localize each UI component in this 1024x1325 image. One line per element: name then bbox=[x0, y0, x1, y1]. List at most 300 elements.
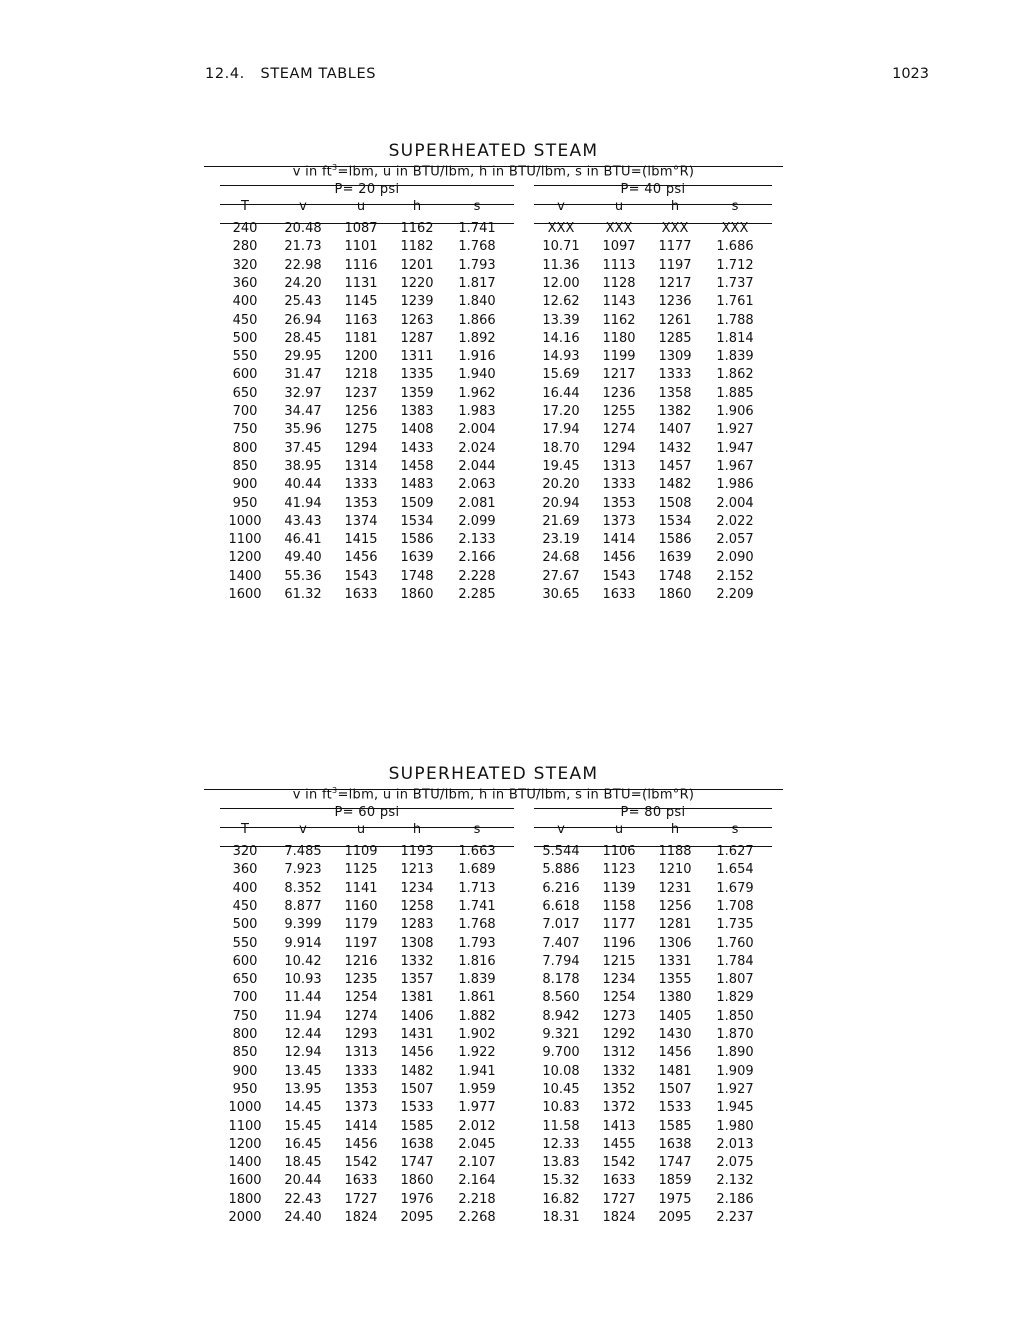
table-cell: 1374 bbox=[344, 513, 378, 529]
table-cell: 1274 bbox=[602, 422, 636, 438]
table-cell: 1457 bbox=[658, 458, 692, 474]
table-cell: 1824 bbox=[344, 1210, 378, 1225]
table-cell: 1543 bbox=[602, 568, 636, 584]
table-cell: 1143 bbox=[602, 294, 636, 310]
table-cell: 1000 bbox=[228, 513, 262, 529]
table-cell: 1.679 bbox=[716, 880, 754, 896]
table-cell: 1.945 bbox=[716, 1100, 754, 1116]
table-cell: 1.663 bbox=[458, 844, 496, 859]
table-cell: 1274 bbox=[344, 1008, 378, 1024]
table-cell: 1.817 bbox=[458, 275, 496, 291]
table-cell: 37.45 bbox=[284, 440, 322, 456]
table-cell: 1976 bbox=[400, 1191, 434, 1207]
table-cell: 29.95 bbox=[284, 349, 322, 365]
table-cell: 2.107 bbox=[458, 1155, 496, 1171]
table-cell: 2.285 bbox=[458, 587, 496, 602]
table-cell: 900 bbox=[232, 477, 258, 493]
table-cell: 1586 bbox=[400, 532, 434, 548]
table-cell: 1197 bbox=[344, 935, 378, 951]
table-cell: 1507 bbox=[400, 1081, 434, 1097]
table-cell: 1313 bbox=[344, 1045, 378, 1061]
table-cell: 9.700 bbox=[542, 1045, 580, 1061]
table-cell: 1638 bbox=[658, 1136, 692, 1152]
table-cell: 1824 bbox=[602, 1210, 636, 1225]
table-cell: 1353 bbox=[344, 495, 378, 511]
table-cell: 1748 bbox=[658, 568, 692, 584]
table-cell: 1123 bbox=[602, 862, 636, 878]
table-cell: 1860 bbox=[400, 587, 434, 602]
table-cell: 850 bbox=[232, 458, 258, 474]
table-cell: 1.870 bbox=[716, 1027, 754, 1042]
table-cell: 1542 bbox=[344, 1155, 378, 1171]
table-cell: 1483 bbox=[400, 477, 434, 493]
table-cell: 2.133 bbox=[458, 532, 496, 548]
table-cell: 1331 bbox=[658, 953, 692, 969]
table-cell: 1258 bbox=[400, 898, 434, 914]
table-cell: 10.45 bbox=[542, 1081, 580, 1097]
table-cell: 1087 bbox=[344, 221, 378, 236]
table-cell: 1.861 bbox=[458, 990, 496, 1006]
table-cell: 1638 bbox=[400, 1136, 434, 1152]
table-cell: 1430 bbox=[658, 1027, 692, 1042]
page-number: 1023 bbox=[892, 66, 929, 82]
table-cell: 1727 bbox=[602, 1191, 636, 1207]
table-cell: 23.19 bbox=[542, 532, 580, 548]
table-title: SUPERHEATED STEAM bbox=[388, 141, 599, 161]
table-cell: 17.20 bbox=[542, 404, 580, 419]
table-cell: 1.793 bbox=[458, 935, 496, 951]
table-cell: 46.41 bbox=[284, 532, 322, 548]
table-cell: 1210 bbox=[658, 862, 692, 878]
table-cell: 16.45 bbox=[284, 1136, 322, 1152]
table-title: SUPERHEATED STEAM bbox=[388, 764, 599, 784]
table-cell: 1281 bbox=[658, 917, 692, 933]
table-cell: 24.20 bbox=[284, 275, 322, 291]
units-suffix: =lbm, u in BTU/lbm, h in BTU/lbm, s in BTU=(lbm°R) bbox=[337, 787, 695, 803]
table-cell: 1359 bbox=[400, 385, 434, 401]
table-cell: 1256 bbox=[658, 898, 692, 914]
table-cell: 1.909 bbox=[716, 1063, 754, 1079]
table-cell: 1.735 bbox=[716, 917, 754, 933]
table-cell: 1380 bbox=[658, 990, 692, 1006]
units-suffix: =lbm, u in BTU/lbm, h in BTU/lbm, s in BTU=(lbm°R) bbox=[337, 164, 695, 180]
table-cell: 1.784 bbox=[716, 953, 754, 969]
column-header: s bbox=[731, 199, 739, 214]
table-cell: 19.45 bbox=[542, 458, 580, 474]
table-cell: 7.923 bbox=[284, 862, 322, 878]
table-cell: 1306 bbox=[658, 935, 692, 951]
table-cell: 15.32 bbox=[542, 1173, 580, 1189]
table-cell: 1633 bbox=[344, 1173, 378, 1189]
table-cell: 7.407 bbox=[542, 935, 580, 951]
table-cell: 1383 bbox=[400, 404, 434, 419]
table-cell: 1220 bbox=[400, 275, 434, 291]
table-cell: 1287 bbox=[400, 330, 434, 346]
table-cell: 1373 bbox=[344, 1100, 378, 1116]
table-cell: 1747 bbox=[658, 1155, 692, 1171]
table-cell: 10.71 bbox=[542, 239, 580, 255]
table-cell: 1400 bbox=[228, 1155, 262, 1171]
table-cell: 1182 bbox=[400, 239, 434, 255]
table-cell: 1482 bbox=[658, 477, 692, 493]
table-rule bbox=[204, 166, 783, 167]
table-cell: 1458 bbox=[400, 458, 434, 474]
table-cell: 1.890 bbox=[716, 1045, 754, 1061]
table-cell: 650 bbox=[232, 972, 258, 988]
table-cell: 1188 bbox=[658, 844, 692, 859]
table-cell: 1131 bbox=[344, 275, 378, 291]
table-cell: 1.712 bbox=[716, 257, 754, 273]
table-cell: 1.866 bbox=[458, 312, 496, 328]
table-cell: 1215 bbox=[602, 953, 636, 969]
table-cell: 1213 bbox=[400, 862, 434, 878]
table-cell: 13.95 bbox=[284, 1081, 322, 1097]
table-cell: 30.65 bbox=[542, 587, 580, 602]
table-cell: 1239 bbox=[400, 294, 434, 310]
table-cell: 1101 bbox=[344, 239, 378, 255]
table-cell: 1639 bbox=[400, 550, 434, 566]
table-cell: 22.98 bbox=[284, 257, 322, 273]
table-cell: 1217 bbox=[658, 275, 692, 291]
table-cell: 2.075 bbox=[716, 1155, 754, 1171]
table-cell: 1542 bbox=[602, 1155, 636, 1171]
table-cell: 18.31 bbox=[542, 1210, 580, 1225]
table-cell: 35.96 bbox=[284, 422, 322, 438]
table-cell: 8.560 bbox=[542, 990, 580, 1006]
table-cell: 1534 bbox=[658, 513, 692, 529]
table-cell: 1236 bbox=[602, 385, 636, 401]
table-cell: 1482 bbox=[400, 1063, 434, 1079]
table-cell: 1.927 bbox=[716, 422, 754, 438]
table-cell: 1585 bbox=[400, 1118, 434, 1134]
table-cell: 1.816 bbox=[458, 953, 496, 969]
column-header: h bbox=[670, 822, 680, 837]
table-cell: 1.941 bbox=[458, 1063, 496, 1079]
table-cell: 1162 bbox=[602, 312, 636, 328]
column-header: h bbox=[670, 199, 680, 214]
table-cell: 650 bbox=[232, 385, 258, 401]
table-cell: 1197 bbox=[658, 257, 692, 273]
table-cell: 1.940 bbox=[458, 367, 496, 383]
table-cell: 9.399 bbox=[284, 917, 322, 933]
table-cell: 1201 bbox=[400, 257, 434, 273]
table-cell: 1382 bbox=[658, 404, 692, 419]
table-cell: 1.850 bbox=[716, 1008, 754, 1024]
table-cell: 1263 bbox=[400, 312, 434, 328]
table-cell: 1273 bbox=[602, 1008, 636, 1024]
column-header: h bbox=[412, 822, 422, 837]
table-cell: 1116 bbox=[344, 257, 378, 273]
table-cell: 12.62 bbox=[542, 294, 580, 310]
table-cell: 1.967 bbox=[716, 458, 754, 474]
table-cell: 27.67 bbox=[542, 568, 580, 584]
table-cell: 1860 bbox=[658, 587, 692, 602]
table-cell: 1456 bbox=[602, 550, 636, 566]
table-cell: 40.44 bbox=[284, 477, 322, 493]
table-cell: 1177 bbox=[658, 239, 692, 255]
table-cell: 850 bbox=[232, 1045, 258, 1061]
table-cell: 10.93 bbox=[284, 972, 322, 988]
table-cell: 1975 bbox=[658, 1191, 692, 1207]
table-cell: 800 bbox=[232, 440, 258, 456]
table-cell: 1158 bbox=[602, 898, 636, 914]
table-cell: 6.618 bbox=[542, 898, 580, 914]
table-cell: 1.839 bbox=[458, 972, 496, 988]
table-cell: 1.627 bbox=[716, 844, 754, 859]
table-cell: 1254 bbox=[602, 990, 636, 1006]
table-cell: 1293 bbox=[344, 1027, 378, 1042]
table-cell: 1333 bbox=[344, 477, 378, 493]
table-cell: 2.132 bbox=[716, 1173, 754, 1189]
table-cell: 1.916 bbox=[458, 349, 496, 365]
table-cell: 61.32 bbox=[284, 587, 322, 602]
table-cell: 450 bbox=[232, 312, 258, 328]
table-cell: 1.962 bbox=[458, 385, 496, 401]
column-header: u bbox=[356, 822, 366, 837]
table-cell: 1308 bbox=[400, 935, 434, 951]
table-cell: 1639 bbox=[658, 550, 692, 566]
table-cell: 1125 bbox=[344, 862, 378, 878]
units-prefix: v in ft bbox=[292, 164, 333, 180]
table-rule bbox=[534, 185, 772, 186]
table-cell: 1.927 bbox=[716, 1081, 754, 1097]
table-cell: 1113 bbox=[602, 257, 636, 273]
column-header: s bbox=[473, 822, 481, 837]
table-cell: 320 bbox=[232, 844, 258, 859]
table-cell: 1509 bbox=[400, 495, 434, 511]
table-cell: 1255 bbox=[602, 404, 636, 419]
table-cell: 24.40 bbox=[284, 1210, 322, 1225]
table-cell: 25.43 bbox=[284, 294, 322, 310]
table-cell: 41.94 bbox=[284, 495, 322, 511]
table-cell: 500 bbox=[232, 330, 258, 346]
running-head bbox=[205, 66, 929, 86]
table-cell: 700 bbox=[232, 404, 258, 419]
steam-table-1 bbox=[204, 141, 783, 602]
table-cell: 2.012 bbox=[458, 1118, 496, 1134]
table-cell: 1727 bbox=[344, 1191, 378, 1207]
table-cell: 1196 bbox=[602, 935, 636, 951]
table-cell: 1162 bbox=[400, 221, 434, 236]
column-header: u bbox=[356, 199, 366, 214]
column-header: s bbox=[731, 822, 739, 837]
table-cell: 450 bbox=[232, 898, 258, 914]
table-cell: 2.218 bbox=[458, 1191, 496, 1207]
table-rule bbox=[220, 808, 514, 809]
table-cell: 1353 bbox=[344, 1081, 378, 1097]
table-cell: 2.166 bbox=[458, 550, 496, 566]
table-cell: 900 bbox=[232, 1063, 258, 1079]
table-cell: 1285 bbox=[658, 330, 692, 346]
table-cell: 24.68 bbox=[542, 550, 580, 566]
table-cell: XXX bbox=[661, 221, 689, 236]
table-cell: 1181 bbox=[344, 330, 378, 346]
table-cell: 2095 bbox=[658, 1210, 692, 1225]
table-cell: 2.152 bbox=[716, 568, 754, 584]
table-cell: 2.268 bbox=[458, 1210, 496, 1225]
column-header: v bbox=[299, 822, 307, 837]
table-cell: 10.08 bbox=[542, 1063, 580, 1079]
table-cell: 13.39 bbox=[542, 312, 580, 328]
table-cell: 1.959 bbox=[458, 1081, 496, 1097]
table-cell: 1747 bbox=[400, 1155, 434, 1171]
column-header: v bbox=[557, 199, 565, 214]
table-cell: 12.94 bbox=[284, 1045, 322, 1061]
table-cell: 1.713 bbox=[458, 880, 496, 896]
table-cell: 1235 bbox=[344, 972, 378, 988]
table-cell: 15.69 bbox=[542, 367, 580, 383]
right-pressure-label: P= 80 psi bbox=[620, 805, 686, 820]
table-cell: 1431 bbox=[400, 1027, 434, 1042]
table-cell: 1.902 bbox=[458, 1027, 496, 1042]
table-cell: 1.885 bbox=[716, 385, 754, 401]
table-cell: 1432 bbox=[658, 440, 692, 456]
table-cell: 1.922 bbox=[458, 1045, 496, 1061]
table-cell: 1313 bbox=[602, 458, 636, 474]
table-cell: 1633 bbox=[602, 587, 636, 602]
column-header: s bbox=[473, 199, 481, 214]
table-cell: 1414 bbox=[602, 532, 636, 548]
table-cell: 1405 bbox=[658, 1008, 692, 1024]
table-cell: 1406 bbox=[400, 1008, 434, 1024]
table-cell: 1413 bbox=[602, 1118, 636, 1134]
table-cell: 1237 bbox=[344, 385, 378, 401]
table-cell: 1141 bbox=[344, 880, 378, 896]
table-cell: 14.93 bbox=[542, 349, 580, 365]
table-cell: 12.44 bbox=[284, 1027, 322, 1042]
table-cell: 1533 bbox=[400, 1100, 434, 1116]
table-cell: 2.004 bbox=[716, 495, 754, 511]
column-header: T bbox=[241, 822, 249, 837]
table-cell: 1.947 bbox=[716, 440, 754, 456]
table-cell: 1633 bbox=[344, 587, 378, 602]
table-cell: 1.708 bbox=[716, 898, 754, 914]
table-cell: 1294 bbox=[344, 440, 378, 456]
table-cell: 1.761 bbox=[716, 294, 754, 310]
table-rule bbox=[204, 789, 783, 790]
units-prefix: v in ft bbox=[292, 787, 333, 803]
table-cell: 1585 bbox=[658, 1118, 692, 1134]
table-cell: 320 bbox=[232, 257, 258, 273]
table-cell: 1139 bbox=[602, 880, 636, 896]
table-cell: 2.013 bbox=[716, 1136, 754, 1152]
table-cell: 1097 bbox=[602, 239, 636, 255]
table-cell: 1.760 bbox=[716, 935, 754, 951]
table-cell: 1600 bbox=[228, 1173, 262, 1189]
table-cell: 10.42 bbox=[284, 953, 322, 969]
units-superscript: 3 bbox=[332, 163, 338, 172]
table-cell: 1333 bbox=[602, 477, 636, 493]
table-cell: 13.83 bbox=[542, 1155, 580, 1171]
table-cell: 600 bbox=[232, 953, 258, 969]
table-cell: 1.906 bbox=[716, 404, 754, 419]
table-cell: 18.70 bbox=[542, 440, 580, 456]
table-cell: 20.48 bbox=[284, 221, 322, 236]
table-cell: 1456 bbox=[658, 1045, 692, 1061]
table-cell: 13.45 bbox=[284, 1063, 322, 1079]
table-cell: 1508 bbox=[658, 495, 692, 511]
table-cell: 1.686 bbox=[716, 239, 754, 255]
table-cell: 22.43 bbox=[284, 1191, 322, 1207]
table-cell: 49.40 bbox=[284, 550, 322, 566]
table-cell: 11.94 bbox=[284, 1008, 322, 1024]
table-cell: 34.47 bbox=[284, 404, 322, 419]
table-cell: 1218 bbox=[344, 367, 378, 383]
table-cell: 1145 bbox=[344, 294, 378, 310]
table-cell: 1314 bbox=[344, 458, 378, 474]
table-cell: 1507 bbox=[658, 1081, 692, 1097]
right-pressure-label: P= 40 psi bbox=[620, 182, 686, 197]
section-heading: 12.4. STEAM TABLES bbox=[205, 66, 377, 82]
table-cell: 1.977 bbox=[458, 1100, 496, 1116]
table-cell: 1415 bbox=[344, 532, 378, 548]
table-cell: 8.877 bbox=[284, 898, 322, 914]
table-cell: 1373 bbox=[602, 513, 636, 529]
table-cell: 7.017 bbox=[542, 917, 580, 933]
table-cell: 1.654 bbox=[716, 862, 754, 878]
column-header: T bbox=[241, 199, 249, 214]
table-cell: 1800 bbox=[228, 1191, 262, 1207]
table-cell: 1.829 bbox=[716, 990, 754, 1006]
table-cell: 1163 bbox=[344, 312, 378, 328]
table-cell: 400 bbox=[232, 880, 258, 896]
table-cell: 1.814 bbox=[716, 330, 754, 346]
table-cell: 1.862 bbox=[716, 367, 754, 383]
table-cell: 2.186 bbox=[716, 1191, 754, 1207]
table-cell: 9.321 bbox=[542, 1027, 580, 1042]
column-header: h bbox=[412, 199, 422, 214]
table-cell: 1860 bbox=[400, 1173, 434, 1189]
table-cell: 1217 bbox=[602, 367, 636, 383]
table-cell: 1353 bbox=[602, 495, 636, 511]
column-header: v bbox=[557, 822, 565, 837]
table-cell: 1275 bbox=[344, 422, 378, 438]
table-cell: 1.793 bbox=[458, 257, 496, 273]
table-cell: 1261 bbox=[658, 312, 692, 328]
table-cell: 750 bbox=[232, 422, 258, 438]
table-cell: 360 bbox=[232, 275, 258, 291]
table-cell: 550 bbox=[232, 349, 258, 365]
table-cell: 1407 bbox=[658, 422, 692, 438]
table-cell: 1.689 bbox=[458, 862, 496, 878]
table-cell: 280 bbox=[232, 239, 258, 255]
table-rule bbox=[220, 185, 514, 186]
table-cell: 700 bbox=[232, 990, 258, 1006]
table-cell: 15.45 bbox=[284, 1118, 322, 1134]
table-cell: 2.057 bbox=[716, 532, 754, 548]
table-cell: 1234 bbox=[602, 972, 636, 988]
table-cell: 5.544 bbox=[542, 844, 580, 859]
table-cell: 1748 bbox=[400, 568, 434, 584]
table-cell: 1292 bbox=[602, 1027, 636, 1042]
left-pressure-label: P= 60 psi bbox=[334, 805, 400, 820]
table-cell: 400 bbox=[232, 294, 258, 310]
table-cell: 1180 bbox=[602, 330, 636, 346]
table-cell: 1256 bbox=[344, 404, 378, 419]
table-cell: 20.44 bbox=[284, 1173, 322, 1189]
table-cell: 31.47 bbox=[284, 367, 322, 383]
table-cell: 26.94 bbox=[284, 312, 322, 328]
table-cell: 2000 bbox=[228, 1210, 262, 1225]
table-cell: 1433 bbox=[400, 440, 434, 456]
table-cell: 17.94 bbox=[542, 422, 580, 438]
table-cell: 1.983 bbox=[458, 404, 496, 419]
table-cell: 12.00 bbox=[542, 275, 580, 291]
table-cell: 12.33 bbox=[542, 1136, 580, 1152]
table-cell: 1199 bbox=[602, 349, 636, 365]
table-cell: 11.36 bbox=[542, 257, 580, 273]
table-cell: 2.228 bbox=[458, 568, 496, 584]
